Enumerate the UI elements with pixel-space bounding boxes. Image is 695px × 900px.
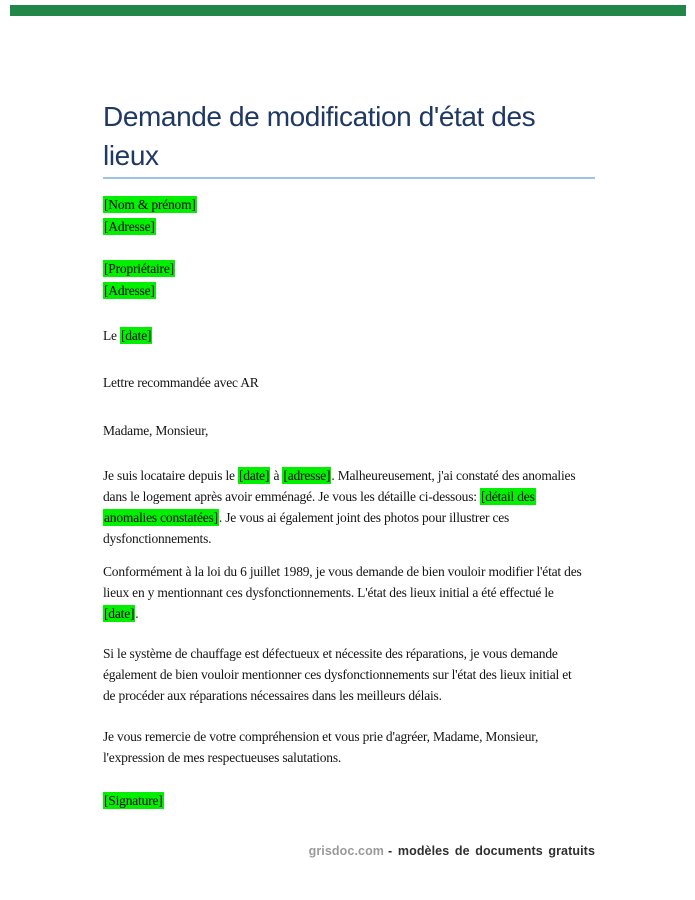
placeholder-highlight: [adresse] [283,468,331,483]
paragraph-heating-repairs [103,643,603,706]
placeholder-highlight: [date] [121,328,152,343]
text-segment: de procéder aux réparations nécessaires dans les meilleurs délais. [103,688,442,703]
text-line [103,136,595,175]
footer [103,844,595,858]
page-title [103,97,595,179]
text-line [103,258,603,280]
text-segment: . [135,606,139,621]
text-segment: l'expression de mes respectueuses salutations. [103,750,342,765]
text-line [103,790,603,811]
text-segment: également de bien vouloir mentionner ces dysfonctionnements sur l'état des lieux initial et [103,667,572,682]
placeholder-highlight: [détail des [480,489,535,504]
text-segment: . Malheureusement, j'ai constaté des anomalies [331,468,576,483]
text-segment: Madame, Monsieur, [103,423,209,438]
text-line [103,685,603,706]
placeholder-highlight: [Nom & prénom] [104,197,196,212]
signature-block [103,790,603,811]
text-segment: Je suis locataire depuis le [103,468,238,483]
text-segment: Demande de modification d'état des [103,100,536,132]
text-line [103,486,603,507]
registered-mail-line [103,372,603,393]
paragraph-anomalies [103,465,603,549]
text-line [103,726,603,747]
text-segment: Je vous remercie de votre compréhension et vous prie d'agréer, Madame, Monsieur, [103,729,539,744]
text-line [103,747,603,768]
text-line [103,280,603,302]
text-line [103,325,603,346]
paragraph-law-reference [103,561,603,624]
placeholder-highlight: [Adresse] [104,219,155,234]
text-segment: à [270,468,283,483]
text-line [103,603,603,624]
text-line [103,582,603,603]
footer-site-name: grisdoc.com [308,844,385,858]
text-line [103,561,603,582]
paragraph-closing [103,726,603,768]
sender-address-block [103,194,603,238]
text-segment: Le [103,328,121,343]
text-segment: lieux en y mentionnant ces dysfonctionnements. L'état des lieux initial a été effectué le [103,585,554,600]
text-line [103,97,595,136]
text-line [103,420,603,441]
top-green-bar [10,5,686,16]
text-segment: . Je vous ai également joint des photos pour illustrer ces [218,510,510,525]
placeholder-highlight: [date] [104,606,135,621]
salutation-line [103,420,603,441]
text-line [103,643,603,664]
text-line [103,528,603,549]
date-line [103,325,603,346]
text-line [103,465,603,486]
text-line [103,216,603,238]
footer-tagline: - modèles de documents gratuits [388,844,595,858]
text-segment: Lettre recommandée avec AR [103,375,259,390]
recipient-address-block [103,258,603,302]
text-segment: dans le logement après avoir emménagé. Je vous les détaille ci-dessous: [103,489,480,504]
placeholder-highlight: [Adresse] [104,283,155,298]
placeholder-highlight: [Signature] [104,793,163,808]
text-segment: Conformément à la loi du 6 juillet 1989, je vous demande de bien vouloir modifier l'état des [103,564,582,579]
text-segment: Si le système de chauffage est défectueux et nécessite des réparations, je vous demande [103,646,558,661]
text-line [103,194,603,216]
text-line [103,507,603,528]
text-segment: lieux [103,139,159,171]
placeholder-highlight: anomalies constatées] [104,510,218,525]
text-line [103,372,603,393]
text-line [103,664,603,685]
placeholder-highlight: [Propriétaire] [104,261,174,276]
text-segment: dysfonctionnements. [103,531,212,546]
placeholder-highlight: [date] [238,468,270,483]
